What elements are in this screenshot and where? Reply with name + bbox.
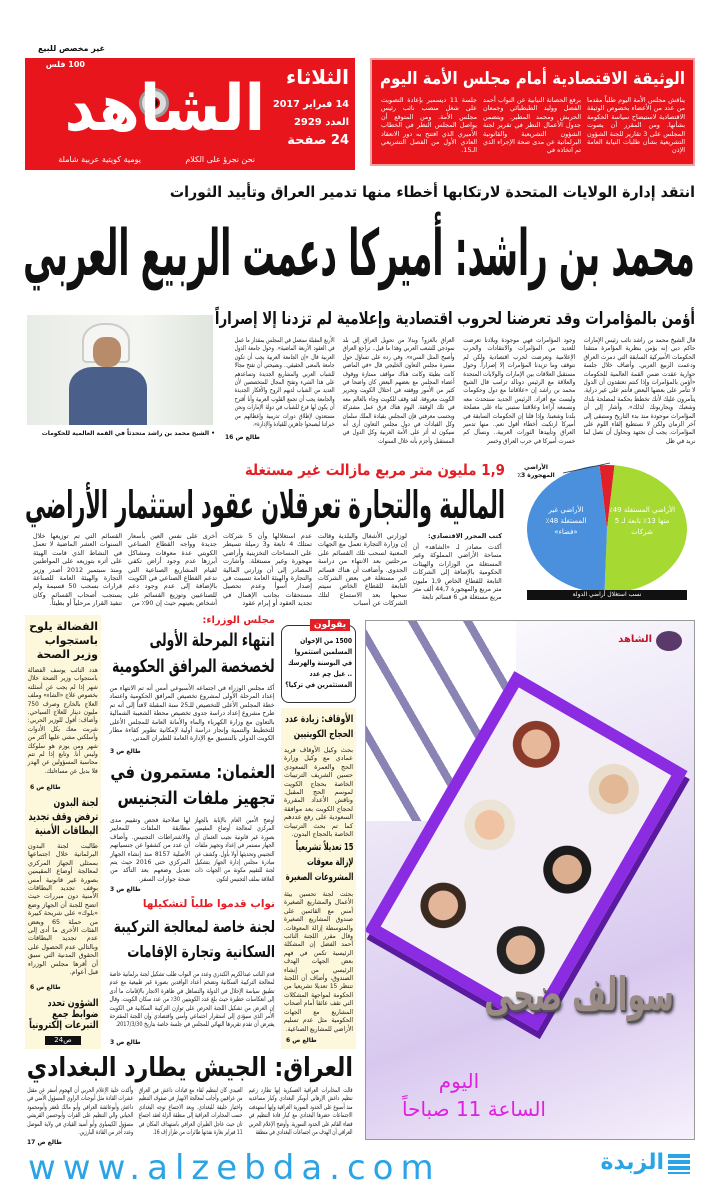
story-donations-page[interactable]: ص24: [45, 1036, 81, 1045]
iraq-col-2: [139, 1086, 243, 1136]
land-kicker: 1,9 مليون متر مربع مازالت غير مستغلة: [244, 461, 505, 479]
channel-brand: الشاهد: [618, 634, 652, 645]
awqaf-body: [284, 746, 353, 838]
land-col-2: [318, 532, 407, 608]
lead-kicker: انتقد إدارة الولايات المتحدة لارتكابها أخطاء منها تدمير العراق وتأييد الثورات: [169, 183, 695, 201]
awqaf-headline-text[interactable]: الأوقاف: زيادة عدد الحجاج الكويتيين: [284, 714, 353, 740]
committee-headline-text[interactable]: لجنة خاصة لمعالجة التركيبة السكانية وتجارة الإقامات: [113, 917, 276, 961]
land-col-5: [33, 532, 122, 608]
cabinet-body-text: أكد مجلس الوزراء في اجتماعه الأسبوعي أمس أنه تم الانتهاء من إعداد المرحلة الأولى لمشروع تخصيص المرافق الحكومية واعتماد خطة المجلس الأعلى للتخصيص للـ25 سنة المقبلة لافتاً إلى أنه تم طرح مشروع إعداد دراسة جدوى تخصيص محطة الشعيبة الشمالية بالتعاون مع وزارة الكهرباء والماء والأمانة العامة للمجلس الأعلى للتخطيط والتنمية وإنجاز دراسة أولية لإمكانية تطوير كفاءة مطار الكويت الدولي بالتنسيق مع الإدارة العامة للطيران المدني.: [110, 684, 276, 743]
lead-continued[interactable]: طالع ص 16: [225, 434, 260, 441]
land-col-5-text: القسائم التي تم توزيعها خلال السنوات العشر الماضية لا تعمل في النشاط الذي قامت الهيئة على أثره بتوزيعه على المواطنين ومنذ سبتمبر 2012 أصدر وزير التجارة والهيئة العامة للصناعة قرارات بسحب 50 قسيمة ولم يستجب أصحاب القسائم وكان تنفيذ القرار مرحلياً أو بطيئاً.: [33, 532, 123, 608]
top-news-col-1-text: يناقش مجلس الأمة اليوم طلباً مقدما من عدد من الأعضاء بخصوص الوثيقة الاقتصادية لاستيضاح سياسة الحكومة بشأنها. ومن المقرر أن يصوت المجلس على 3 تقارير للجنة الشؤون التشريعية بشأن طلبات النيابة العامة الإذن: [587, 96, 686, 155]
slice-label-abandoned: الأراضي المهجورة 3٪: [517, 464, 555, 479]
day-label: الثلاثاء: [286, 65, 349, 89]
lead-col-2: [463, 336, 575, 448]
committee-body: [110, 970, 275, 1036]
story-donations[interactable]: [28, 998, 98, 1032]
not-for-sale-label: غير مخصص للبيع: [37, 44, 105, 53]
sme-continued[interactable]: طالع ص 6: [286, 1037, 317, 1044]
menu-lines-icon: [668, 1154, 690, 1174]
slice-label-used: الأراضي المستغلة 49٪ منها 13٪ تابعة لـ 5 شركات: [608, 506, 676, 536]
top-news-col-2: [483, 96, 581, 160]
site-watermark[interactable]: www.alzebda.com: [28, 1148, 441, 1188]
site-logo-text: الزبدة: [600, 1150, 664, 1175]
story-bedoon-headline-text[interactable]: لجنة البدون ترفض وقف تجديد البطاقات الأمنية: [28, 796, 98, 837]
top-news-col-2-text: برفع الحصانة النيابية عن النواب أحمد الفضل ووليد الطبطبائي وجمعان الحربش ومحمد المطير. ويتضمن جدول الأعمال النظر في تقرير لجنة الشؤون التشريعية والقانونية البرلمانية عن مدى صحة الإجراء الذي تم اتخاذه في: [483, 96, 581, 155]
othman-col-2: [110, 816, 190, 884]
top-news-col-3-text: جلسة 11 ديسمبر بإعادة التصويت على شغل منصب نائب رئيس مجلس الأمة. ومن المتوقع أن يواصل المجلس النظر في الخطاب الأميري الذي افتتح به دور الانعقاد العادي الأول من الفصل التشريعي الـ15.: [381, 96, 477, 155]
story-fadala-body: [28, 666, 98, 782]
land-col-2-text: لوزارتي الأشغال والبلدية وقالت إن وزارة التجارة تعمل مع الجهات المعنية لسحب تلك القسائم على مرحلتين بعد الانتهاء من دراسة الجدوى. وأضافت أن هناك قسائم غير مستغلة في بعض الشركات التابعة للقطاع الخاص سيتم سحبها بعد الاستماع لتلك الشركات عن أسباب: [318, 532, 407, 608]
story-fadala-body-text: هدد النائب يوسف الفضالة باستجواب وزير الصحة خلال شهر إذا لم يجب عن أسئلته بخصوص علاج «الشاء» وملف العلاج بالخارج وصرف 750 مليون دينار للعلاج السياحي. وأضاف: أقول للوزير الحربي: شربت معك بكل الأدوات وأسلكني مشي عليها أكثر من شهر ومن يوزم هو سلوكك وليس أنا. وتابع إذا لم تتم محاسبة المسؤولين عن الهدر فلا بديل عن مساءلتك.: [28, 666, 98, 775]
othman-col-1: [195, 816, 275, 884]
story-bedoon-body-text: طالبت لجنة البدون البرلمانية خلال اجتماعها بممثلي الجهاز المركزي لمعالجة أوضاع المقيمين بصورة غير قانونية أمس بوقف تجديد البطاقات الأمنية دون مبررات حيث اتضح للجنة أن الجهاز وضع «بلوك» على شريحة كبيرة من حملة 65 وبعض الفئات الأخرى ما أدى إلى عدم تجديد البطاقات وبالتالي عدم الحصول على الحقوق المدنية التي سبق أن أقرها مجلس الوزراء قبل أعوام.: [28, 842, 98, 977]
story-bedoon-continued[interactable]: طالع ص 6: [30, 984, 61, 991]
slice-label-unused: الأراضي غير المستغلة 48٪ «فضاء»: [545, 506, 587, 536]
iraq-continued[interactable]: طالع ص 17: [27, 1139, 62, 1146]
cabinet-kicker: مجلس الوزراء:: [202, 615, 275, 626]
land-col-4: [128, 532, 217, 608]
lead-subhead: أؤمن بالمؤامرات وقد تعرضنا لحروب اقتصادية وإعلامية لم تزدنا إلا إصراراً: [214, 309, 696, 329]
top-news-col-3: [381, 96, 477, 160]
land-col-3: [223, 532, 312, 608]
ad-time: الساعة 11 صباحاً: [402, 1097, 546, 1121]
chart-title: نسب استغلال أراضي الدولة: [527, 590, 687, 600]
iraq-col-1-text: قالت المخابرات العراقية العسكرية إنها تطارد زعيم تنظيم داعش الإرهابي أبوبكر البغدادي وكبار مساعديه منذ أسبوع على الحدود السورية العراقية وإنها استهدفت الاجتماعات حضرها البغدادي مع كبار قادة التنظيم في قضاء القائم على الحدود السورية. وأوضح الإعلام الحربي العراقي أن الهدف من اجتماعات البغدادي في منطقة: [249, 1086, 353, 1137]
story-fadala-continued[interactable]: طالع ص 6: [30, 784, 61, 791]
say-text-content: 1500 من الإخوان المسلمين استثمروا في البوسنة والهرسك .. عيل چم عدد المستثمرين في تركيا؟: [285, 637, 352, 689]
cabinet-body: [110, 684, 275, 746]
sme-body-text: بحثت لجنة تحسين بيئة الأعمال والمشاريع الصغيرة أمس مع القائمين على صندوق المشاريع الصغيرة والمتوسطة إزالة المعوقات. وقال مقرر اللجنة النائب أحمد الفضل إن المشكلة الرئيسية تكمن في فهم بعض الجهات الهدف الرئيسي من إنشاء الصندوق، وأضاف أن اللجنة تنتظر 15 تعديلا تشريعيا من الحكومة لمواجهة المشكلات التي تقف عائقا أمام أصحاب المشاريع مع الجهات الحكومية مثل عدم تسليم الأراضي للمشاريع الصناعية.: [284, 890, 353, 1033]
channel-logo-icon: [656, 631, 682, 651]
iraq-col-3: [27, 1086, 133, 1136]
cabinet-continued[interactable]: طالع ص 3: [110, 748, 141, 755]
lead-col-3-text: العراق بالغزو؟ وبدلا من تحويل العراق إلى بلد نموذجي للشعب العربي وهذا ما قيل.. تراجع العراق وأصبح المثل السيء». وفي رده على تساؤل حول مسيرة مجلس التعاون الخليجي قال «في الماضي كانت بطيئة وكانت هناك مواقف ممتازة ووقوف أعضاء المجلس مع بعضهم البعض كان واضحا في كثير من الأمور ووقفته في احتلال الكويت وتحرير الكويت معروفة. لقد وقف للكويت وجاء بالعالم معه في تلك الوقفة. اليوم هناك فرق عمل مشتركة وبحسب معرفتي فإن المجلس بقيادة الملك سلمان وكل القيادات في دول مجلس التعاون أرى أنه سيكون له أثر على الأمة العربية وكل الدول في المستقبل وأجزم بأنه خلال السنوات: [343, 336, 455, 445]
land-byline: كتب المحرر الاقتصادي:: [427, 532, 502, 540]
say-text: [284, 636, 352, 698]
lead-col-1-text: قال الشيخ محمد بن راشد نائب رئيس الإمارات حاكم دبي إنه يؤمن بنظرية المؤامرة منتقدا الحكومات الأميركية السابقة التي دمرت العراق ودعمت الربيع العربي. وأضاف خلال جلسة حوارية عقدت ضمن القمة العالمية للحكومات «أؤمن بالمؤامرات وإذا كنتم تعتقدون أن الدول لا تتآمر على بعضها البعض فأنتم على غير دراية. يتآمرون عليك لأنك تخطط بحكمة لمصلحة بلدك وشعبك ويحاربونك لذلك». وأشار إلى أن المؤامرات موجودة منذ بدء التاريخ وستبقى إلى آخر الزمان ولكن لا نستطيع إلقاء اللوم على المؤامرات. يجب أن نجتهد ونحاول أن نصل لما نريد في ظل: [583, 336, 695, 445]
show-title: سوالف ضحى: [483, 967, 674, 1021]
sme-headline-text[interactable]: 15 تعديلاً تشريعياً لإزالة معوقات المشروعات الصغيرة: [285, 842, 353, 883]
othman-headline[interactable]: [110, 760, 275, 814]
cabinet-headline-text[interactable]: انتهاء المرحلة الأولى لخصخصة المرافق الحكومية: [112, 630, 276, 677]
story-fadala-headline[interactable]: [28, 620, 98, 664]
lead-headline[interactable]: محمد بن راشد: أميركا دعمت الربيع العربي: [23, 217, 695, 291]
lead-col-2-text: وجود المؤامرات فهي موجودة وبلادنا تعرضت للعديد من المؤامرات والانتقادات والحرب الإعلامية وتعرضت لحرب اقتصادية ولكن لم نتوقف وما تزيدنا المؤامرات إلا إصراراً. وحول مستقبل العلاقات بين الإمارات والولايات المتحدة والعلاقة مع الرئيس دونالد ترامب قال الشيخ محمد بن راشد إن «علاقاتنا مع دول وحكومات وليست مع أفراد. الرئيس الجديد سنتحدث معه ونسمعه آراءنا وعلاقتنا ستبنى بناء على مصلحة بلدنا وشعبنا. وإذا قلنا إن الحكومات السابقة في أميركا ارتكبت أخطاء أقول نعم.. منها تدمير العراق وتأييدها الثورات العربية.. ونسأل كم خسرت أميركا في حرب العراق وخسر: [463, 336, 575, 445]
story-fadala-headline-text[interactable]: الفضالة يلوح باستجواب وزير الصحة: [29, 620, 98, 661]
say-tag: يقولون: [310, 619, 350, 631]
lead-col-4-text: الأربع المقبلة سنعمل في المجلس بمقدار ما عمل في العقود الأربعة الماضية». وحول جامعة الدول العربية قال «إن الجامعة العربية يجب أن تكون جامعة بالمعنى الحقيقي.. ونصيحتي أن تفتح مجالا للشباب العربي والمشاريع الجديدة وتساعدهم على هذا الشيء وتفتح المجال للمتخصصين لأن العديد من الشباب لديهم الروح والأفكار الجديدة والجامعة يجب أن تجمع القلوب العربية وأنا أقترح أن يكون لها فرع للشباب في دولة الإمارات ونحن مستعدون لإطلاق دورات تدريبية وإعطائهم من خبراتنا ليصبحوا جاهزين للقيادة والإدارة».: [235, 336, 335, 429]
lead-photo-caption: • الشيخ محمد بن راشد متحدثاً في القمة العالمية للحكومات: [41, 430, 215, 437]
sme-headline[interactable]: [284, 840, 353, 888]
land-col-1: [413, 543, 502, 608]
lead-col-4: [235, 336, 335, 428]
top-news-box: [370, 58, 695, 166]
pages-label: 24 صفحة: [287, 133, 349, 148]
issue-label: العدد 2929: [293, 117, 349, 128]
awqaf-body-text: بحث وكيل الأوقاف فريد عمادي مع وكيل وزارة الحج والعمرة السعودي حسين الشريف الترتيبات الخاصة بحجاج الكويت لموسم الحج المقبل. وناقش الأعداد المقررة لحجاج الكويت بعد موافقة السعودية على رفع عددهم كما تم بحث الترتيبات الخاصة بالحجاج البدون.: [284, 746, 353, 839]
othman-col-2-text: لها صلاحية فحص وتقييم مدى مطابقة الملفات للمعايير والاشتراطات التجنيس. وأضاف أن عدد من كشفوا عن جنسياتهم الأصلية 8157 منذ إنشاء الجهاز المركزي حتى 2016 حيث يتم تعديل وضعهم بعد التأكد من صحة جوازات السفر.: [110, 816, 190, 883]
cabinet-headline[interactable]: [110, 628, 275, 682]
newspaper-logo: الشاهد: [64, 72, 265, 146]
land-col-3-text: عدم استغلالها وأن 5 شركات تمتلك 4 تابعة و3 زميلة تسيطر على المساحات التخزينية وأراضي مهجورة وغير مستغلة. وأشارت المصادر إلى أن وزارتي المالية والتجارة والهيئة العامة تسببت في إصدار أسوأ وعدم تحصيل مستحقات بجانب الإهمال في تجديد العقود أو إبرام عقود: [223, 532, 312, 608]
othman-headline-text[interactable]: العثمان: مستمرون في تجهيز ملفات التجنيس: [110, 762, 275, 809]
committee-body-text: قدم النائب عبدالكريم الكندري وعدد من النواب طلب تشكيل لجنة برلمانية خاصة لمعالجة التركيبة السكانية وتضخم أعداد الوافدين بصورة غير طبيعية مع عدم تطبيق سياسة الإحلال في الدولة والتساهل في ظاهرة الاتجار بالإقامات ما أدى إلى انعكاسات خطيرة حيث بلغ عدد الكويتيين 30٪ من عدد سكان الكويت. وقال إن الغرض من تشكيل اللجنة الحرص على توازن التركيبة السكانية في الكويت الأمر الذي سيؤدي إلى استقرار اجتماعي وأمني واقتصادي وإن اللجنة المقترحة يفترض أن تقدم تقريرها النهائي للمجلس في جلسة خاصة بتاريخ 2017/3/30.: [110, 970, 275, 1029]
tv-show-advertisement[interactable]: [365, 620, 695, 1140]
date-label: 14 فبراير 2017: [273, 99, 349, 110]
iraq-col-1: [249, 1086, 353, 1136]
story-donations-headline[interactable]: الشؤون تحدد ضوابط جمع التبرعات إلكترونياً: [28, 998, 98, 1031]
othman-col-1-text: أوضح الأمين العام بالإنابة بالجهاز المركزي لمعالجة أوضاع المقيمين بصورة غير قانونية نجيب العثمان أن الجهاز مستمر في إعداد وتجهيز ملفات التجنيس وتحديثها أولا بأول. وكشف عن مبادرة مجلس إدارة الجهاز بتشكيل لجنة للتقييم مكونة من الجهات ذات العلاقة بملف التجنيس لتكون: [195, 816, 275, 883]
story-bedoon-body: [28, 842, 98, 982]
committee-continued[interactable]: طالع ص 3: [110, 1039, 141, 1046]
slogan-left: يومية كويتية عربية شاملة: [58, 155, 141, 164]
masthead: [25, 58, 355, 170]
committee-headline[interactable]: [110, 914, 275, 968]
sme-body: [284, 890, 353, 1034]
iraq-headline[interactable]: العراق: الجيش يطارد البغدادي: [26, 1053, 353, 1083]
price-label: 100 فلس: [45, 60, 85, 69]
lead-col-1: [583, 336, 695, 448]
land-col-4-text: أخرى على نفس العين بأسعار جديدة وواجه القطاع الصناعي الكويتي عدة معوقات ومشاكل أبرزها عدم وجود أراض تكفي لقيام المشاريع الصناعية التي تدعم القطاع الصناعي في الكويت بالإضافة إلى عدم وجود دعم للصناعيين وتوزيع القسائم على أشخاص بعينهم حيث إن 90٪ من: [128, 532, 217, 608]
top-news-col-1: [587, 96, 685, 160]
story-bedoon-headline[interactable]: [28, 796, 98, 840]
top-news-headline[interactable]: الوثيقة الاقتصادية أمام مجلس الأمة اليوم: [380, 69, 685, 89]
land-col-1-text: أكدت مصادر لـ «الشاهد» أن مساحة الأراضي المملوكة وغير المستغلة من الوزارات والهيئات الحكومية بالإضافة إلى الشركات التابعة للقطاع الخاص 1,9 مليون متر مربع والمهجورة 44,7 ألف متر مربع مستغلة في 6 قسائم تابعة: [413, 543, 502, 602]
lead-photo: [27, 315, 213, 425]
othman-continued[interactable]: طالع ص 3: [110, 886, 141, 893]
site-logo[interactable]: [590, 1148, 690, 1180]
committee-kicker: نواب قدموا طلباً لتشكيلها: [142, 898, 275, 910]
iraq-col-2-text: العبيدي كان لتنظيم لقاء مع قيادات داعش في العراق من عراقيين وأجانب لمعالجة الانهيار في صفوف التنظيم واختيار خليفة للبغدادي. وبعد الاجتماع توجه البغدادي حسب المخابرات العراقية إلى منطقة الزلة لعقد اجتماع ثان حيث عاجل الطيران العراقي باستهداف المكان في 11 فبراير بغارة نفذتها طائرات من طراز إف 16.: [139, 1086, 243, 1137]
lead-col-3: [343, 336, 455, 448]
iraq-col-3-text: وأكدت خلية الإعلام الحربي أن الهجوم أسفر عن مقتل عشرات القادة مثل أبوجنات الراوي المسؤول الأمني في داعش وأبوعائشة العراقي وأبو مالك تلعفر وأبومحمود الحياني والي التنظيم على الفرات وأبوحسين القريشي مسؤول الكيمياوي وأبو أسيد القيادي في ولاية الموصل وعدد آخر من القادة البارزين.: [27, 1086, 133, 1137]
slogan-right: نحن نجرؤ على الكلام: [185, 155, 255, 164]
awqaf-headline[interactable]: [284, 712, 353, 744]
land-headline[interactable]: المالية والتجارة تعرقلان عقود استثمار الأراضي: [25, 483, 505, 527]
ad-day: اليوم: [438, 1069, 480, 1093]
